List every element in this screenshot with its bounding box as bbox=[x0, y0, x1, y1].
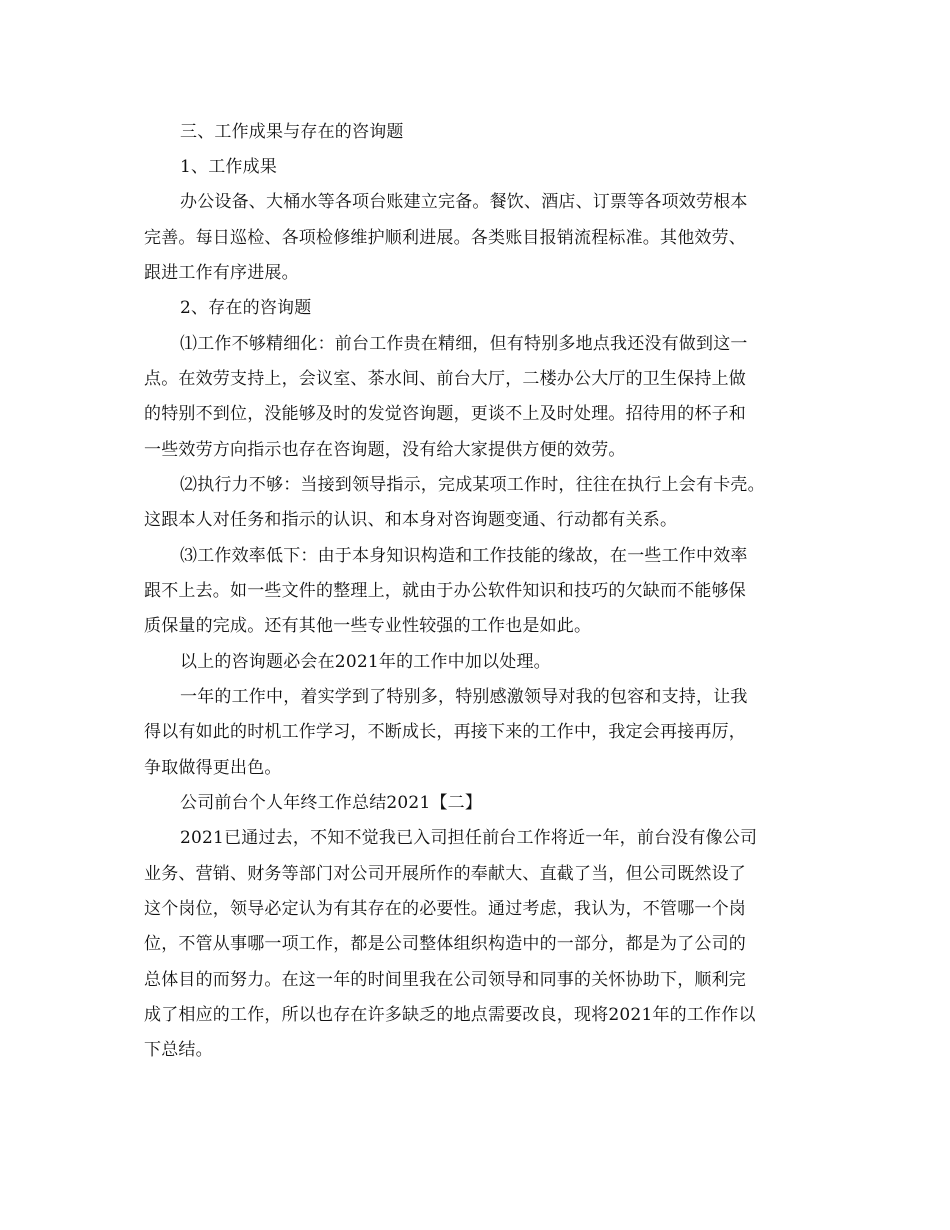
paragraph-line: 这个岗位，领导必定认为有其存在的必要性。通过考虑，我认为，不管哪一个岗 bbox=[144, 899, 746, 919]
paragraph-line: 一些效劳方向指示也存在咨询题，没有给大家提供方便的效劳。 bbox=[144, 440, 626, 460]
paragraph-line: ⑵执行力不够：当接到领导指示，完成某项工作时，往往在执行上会有卡壳。 bbox=[180, 475, 765, 495]
paragraph-line: 位，不管从事哪一项工作，都是公司整体组织构造中的一部分，都是为了公司的 bbox=[144, 934, 746, 954]
paragraph-line: ⑶工作效率低下：由于本身知识构造和工作技能的缘故，在一些工作中效率 bbox=[180, 546, 748, 566]
paragraph-line: 总体目的而努力。在这一年的时间里我在公司领导和同事的关怀协助下，顺利完 bbox=[144, 970, 746, 990]
section-title: 公司前台个人年终工作总结2021【二】 bbox=[180, 793, 483, 813]
paragraph-line: 的特别不到位，没能够及时的发觉咨询题，更谈不上及时处理。招待用的杯子和 bbox=[144, 404, 746, 424]
paragraph-line: ⑴工作不够精细化：前台工作贵在精细，但有特别多地点我还没有做到这一 bbox=[180, 334, 748, 354]
paragraph-line: 跟不上去。如一些文件的整理上，就由于办公软件知识和技巧的欠缺而不能够保 bbox=[144, 581, 746, 601]
paragraph-line: 质保量的完成。还有其他一些专业性较强的工作也是如此。 bbox=[144, 616, 592, 636]
paragraph-line: 业务、营销、财务等部门对公司开展所作的奉献大、直截了当，但公司既然设了 bbox=[144, 864, 746, 884]
paragraph-line: 这跟本人对任务和指示的认识、和本身对咨询题变通、行动都有关系。 bbox=[144, 510, 678, 530]
paragraph-line: 2021已通过去，不知不觉我已入司担任前台工作将近一年，前台没有像公司 bbox=[180, 828, 758, 848]
paragraph-line: 完善。每日巡检、各项检修维护顺利进展。各类账目报销流程标准。其他效劳、 bbox=[144, 228, 746, 248]
paragraph-line: 以上的咨询题必会在2021年的工作中加以处理。 bbox=[180, 652, 551, 672]
paragraph-line: 跟进工作有序进展。 bbox=[144, 263, 299, 283]
paragraph-line: 成了相应的工作，所以也存在许多缺乏的地点需要改良，现将2021年的工作作以 bbox=[144, 1005, 756, 1025]
section-heading: 三、工作成果与存在的咨询题 bbox=[180, 122, 404, 142]
paragraph-line: 得以有如此的时机工作学习，不断成长，再接下来的工作中，我定会再接再厉， bbox=[144, 722, 746, 742]
paragraph-line: 点。在效劳支持上，会议室、茶水间、前台大厅，二楼办公大厅的卫生保持上做 bbox=[144, 369, 746, 389]
subsection-heading: 1、工作成果 bbox=[180, 157, 278, 177]
paragraph-line: 一年的工作中，着实学到了特别多，特别感激领导对我的包容和支持，让我 bbox=[180, 687, 748, 707]
paragraph-line: 办公设备、大桶水等各项台账建立完备。餐饮、酒店、订票等各项效劳根本 bbox=[180, 192, 748, 212]
paragraph-line: 争取做得更出色。 bbox=[144, 758, 282, 778]
paragraph-line: 下总结。 bbox=[144, 1040, 213, 1060]
subsection-heading: 2、存在的咨询题 bbox=[180, 298, 312, 318]
